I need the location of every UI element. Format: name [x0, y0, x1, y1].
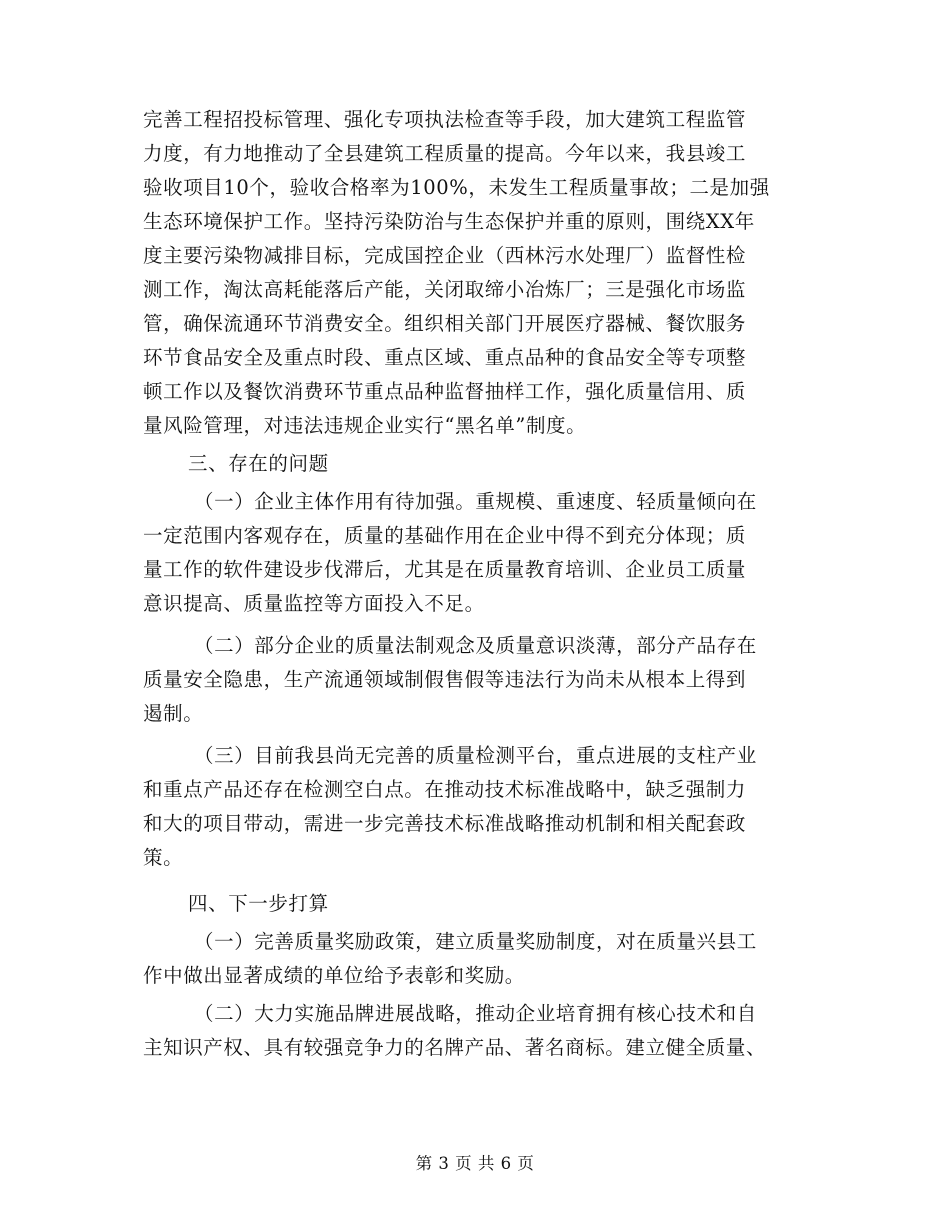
- text-line: 和大的项目带动，需进一步完善技术标准战略推动机制和相关配套政: [143, 812, 747, 835]
- section-heading-problems: [143, 447, 808, 481]
- section-heading: 三、存在的问题: [188, 452, 329, 475]
- document-body: [143, 103, 808, 1065]
- text-line: （三）目前我县尚无完善的质量检测平台，重点进展的支柱产业: [194, 744, 757, 767]
- text-line: 和重点产品还存在检测空白点。在推动技术标准战略中，缺乏强制力: [143, 778, 747, 801]
- text-line: 作中做出显著成绩的单位给予表彰和奖励。: [143, 964, 525, 987]
- text-line: （二）大力实施品牌进展战略，推动企业培育拥有核心技术和自: [194, 1002, 757, 1025]
- page-number-footer: 第 3 页 共 6 页: [415, 1154, 535, 1173]
- text-line: 策。: [143, 846, 184, 869]
- text-line: 环节食品安全及重点时段、重点区域、重点品种的食品安全等专项整: [143, 346, 747, 369]
- text-line: 顿工作以及餐饮消费环节重点品种监督抽样工作，强化质量信用、质: [143, 380, 747, 403]
- text-line: 主知识产权、具有较强竞争力的名牌产品、著名商标。建立健全质量、: [143, 1036, 767, 1059]
- paragraph-plan-1: [143, 925, 808, 993]
- text-line: 力度，有力地推动了全县建筑工程质量的提高。今年以来，我县竣工: [143, 142, 747, 165]
- text-line: 测工作，淘汰高耗能落后产能，关闭取缔小冶炼厂；三是强化市场监: [143, 278, 747, 301]
- text-line: 度主要污染物减排目标，完成国控企业（西林污水处理厂）监督性检: [143, 244, 747, 267]
- paragraph-problem-2: [143, 629, 808, 731]
- section-heading-next-steps: [143, 887, 808, 921]
- text-line: （二）部分企业的质量法制观念及质量意识淡薄，部分产品存在: [194, 634, 757, 657]
- text-line: （一）企业主体作用有待加强。重规模、重速度、轻质量倾向在: [194, 490, 757, 513]
- text-line: 质量安全隐患，生产流通领域制假售假等违法行为尚未从根本上得到: [143, 668, 747, 691]
- text-line: 量风险管理，对违法违规企业实行“黑名单”制度。: [143, 414, 587, 437]
- text-line: 量工作的软件建设步伐滞后，尤其是在质量教育培训、企业员工质量: [143, 558, 747, 581]
- text-line: 验收项目10个，验收合格率为100%，未发生工程质量事故；二是加强: [143, 176, 770, 199]
- text-line: （一）完善质量奖励政策，建立质量奖励制度，对在质量兴县工: [194, 930, 757, 953]
- text-line: 一定范围内客观存在，质量的基础作用在企业中得不到充分体现；质: [143, 524, 747, 547]
- text-line: 生态环境保护工作。坚持污染防治与生态保护并重的原则，围绕XX年: [143, 210, 755, 233]
- text-line: 管，确保流通环节消费安全。组织相关部门开展医疗器械、餐饮服务: [143, 312, 747, 335]
- text-line: 意识提高、质量监控等方面投入不足。: [143, 592, 485, 615]
- paragraph-plan-2: [143, 997, 808, 1065]
- paragraph-problem-3: [143, 739, 808, 875]
- paragraph-problem-1: [143, 485, 808, 621]
- paragraph-measures-continued: [143, 103, 808, 443]
- text-line: 完善工程招投标管理、强化专项执法检查等手段，加大建筑工程监管: [143, 108, 747, 131]
- text-line: 遏制。: [143, 702, 204, 725]
- section-heading: 四、下一步打算: [188, 892, 329, 915]
